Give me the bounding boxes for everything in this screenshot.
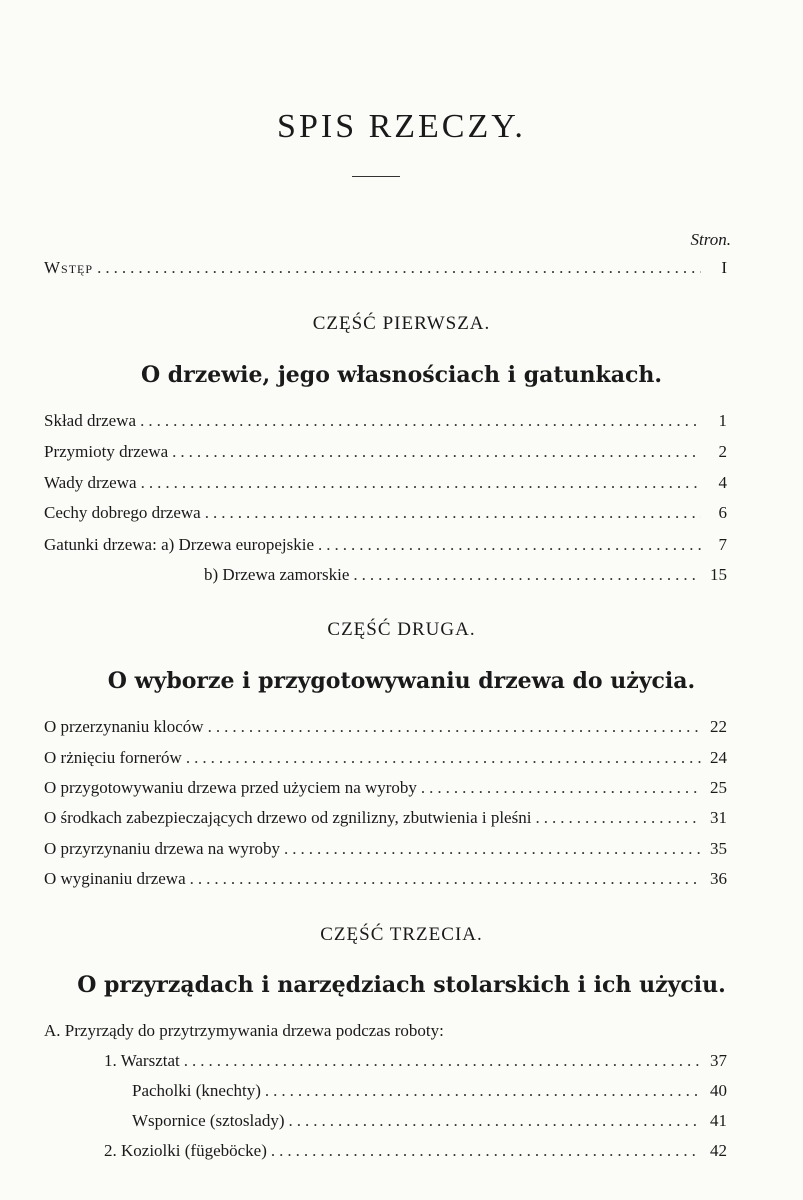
- toc-entry-page: 2: [718, 442, 727, 461]
- toc-entry-page: 31: [710, 808, 727, 827]
- toc-entry-page: 15: [710, 565, 727, 584]
- toc-entry-page: I: [721, 258, 727, 277]
- toc-entry-page: 6: [718, 503, 727, 522]
- leader-dots: [421, 778, 701, 798]
- toc-entry-label: O wyginaniu drzewa: [44, 869, 186, 888]
- toc-entry: [104, 1141, 727, 1161]
- toc-entry: [132, 1081, 727, 1101]
- toc-entry: [44, 411, 727, 431]
- leader-dots: [172, 442, 701, 462]
- toc-entry: [44, 808, 727, 828]
- toc-entry-page: 25: [710, 778, 727, 797]
- toc-entry-page: 1: [718, 411, 727, 430]
- page-column-header: Stron.: [690, 230, 731, 249]
- toc-entry-label: Wstęp: [44, 258, 94, 277]
- leader-dots: [535, 808, 701, 828]
- toc-entry-label: 2. Koziolki (fügeböcke): [104, 1141, 267, 1160]
- toc-entry: [44, 473, 727, 493]
- toc-entry: [44, 717, 727, 737]
- toc-entry-label: O przygotowywaniu drzewa przed użyciem na wyroby: [44, 778, 417, 797]
- section-heading: O drzewie, jego własnościach i gatunkach.: [140, 362, 663, 388]
- leader-dots: [190, 869, 701, 889]
- toc-entry-page: 4: [718, 473, 727, 492]
- toc-entry-page: 22: [710, 717, 727, 736]
- toc-entry-label: O przerzynaniu kloców: [44, 717, 204, 736]
- part-heading: CZĘŚĆ TRZECIA.: [320, 924, 483, 945]
- toc-entry-page: 37: [710, 1051, 727, 1070]
- toc-entry: [44, 778, 727, 798]
- toc-entry-page: 24: [710, 748, 727, 767]
- toc-entry-label: Pacholki (knechty): [132, 1081, 261, 1100]
- leader-dots: [141, 473, 701, 493]
- toc-entry-label: Wspornice (sztoslady): [132, 1111, 285, 1130]
- toc-entry-label: b) Drzewa zamorskie: [204, 565, 350, 584]
- leader-dots: [140, 411, 701, 431]
- toc-entry-page: 42: [710, 1141, 727, 1160]
- toc-entry-label: Cechy dobrego drzewa: [44, 503, 201, 522]
- toc-entry: [44, 839, 727, 859]
- leader-dots: [271, 1141, 701, 1161]
- section-heading: O przyrządach i narzędziach stolarskich i ich użyciu.: [77, 972, 726, 998]
- subsection-intro: A. Przyrządy do przytrzymywania drzewa podczas roboty:: [44, 1021, 444, 1040]
- toc-entry: [44, 442, 727, 462]
- leader-dots: [97, 258, 701, 278]
- toc-entry-page: 40: [710, 1081, 727, 1100]
- toc-entry: [44, 869, 727, 889]
- toc-entry-label: O przyrzynaniu drzewa na wyroby: [44, 839, 281, 858]
- leader-dots: [184, 1051, 701, 1071]
- toc-entry-page: 36: [710, 869, 727, 888]
- toc-entry-page: 7: [718, 535, 727, 554]
- toc-entry-label: 1. Warsztat: [104, 1051, 180, 1070]
- part-heading: CZĘŚĆ DRUGA.: [327, 619, 476, 640]
- title-divider: [352, 176, 400, 177]
- leader-dots: [186, 748, 701, 768]
- toc-entry: [44, 535, 727, 555]
- toc-entry: [132, 1111, 727, 1131]
- toc-entry: [44, 503, 727, 523]
- leader-dots: [288, 1111, 701, 1131]
- toc-entry: [104, 1051, 727, 1071]
- leader-dots: [318, 535, 701, 555]
- toc-entry-label: O środkach zabezpieczających drzewo od zgnilizny, zbutwienia i pleśni: [44, 808, 532, 827]
- leader-dots: [284, 839, 701, 859]
- page-title: SPIS RZECZY.: [277, 108, 526, 145]
- toc-entry: [204, 565, 727, 585]
- toc-entry-page: 35: [710, 839, 727, 858]
- leader-dots: [205, 503, 701, 523]
- leader-dots: [265, 1081, 701, 1101]
- toc-entry-label: Wady drzewa: [44, 473, 137, 492]
- toc-entry: [44, 748, 727, 768]
- toc-entry-label: Przymioty drzewa: [44, 442, 169, 461]
- leader-dots: [208, 717, 701, 737]
- toc-entry-label: O rżnięciu fornerów: [44, 748, 182, 767]
- leader-dots: [353, 565, 701, 585]
- part-heading: CZĘŚĆ PIERWSZA.: [312, 313, 491, 334]
- toc-entry-page: 41: [710, 1111, 727, 1130]
- toc-entry-label: Skład drzewa: [44, 411, 137, 430]
- section-heading: O wyborze i przygotowywaniu drzewa do użycia.: [107, 668, 696, 694]
- toc-entry-label: Gatunki drzewa: a) Drzewa europejskie: [44, 535, 314, 554]
- toc-entry-intro: [44, 258, 727, 278]
